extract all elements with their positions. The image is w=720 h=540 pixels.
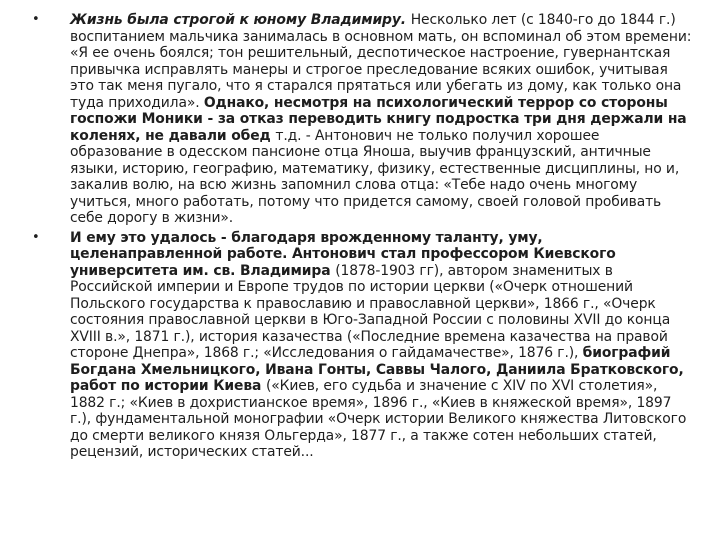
bullet-list xyxy=(32,12,692,461)
bold-italic-phrase: Жизнь была строгой к юному Владимиру. xyxy=(70,12,411,28)
paragraph-text: Несколько лет (с 1840-го до 1844 г.) воспитанием мальчика занималась в основном мать, он вспоминал об этом времени: «Я ее очень боялся; тон решительный, деспотическое настроение, гувернантская привычка исправлять манеры и строгое преследование всяких ошибок, учитывая это так меня пугало, что я старался прятаться или убегать из дому, как только она туда приходила». xyxy=(70,12,692,111)
bold-phrase: биографий Богдана Хмельницкого, Ивана Гонты, Саввы Чалого, Даниила Братковского, работ по истории Киева xyxy=(70,345,684,394)
bullet-icon: • xyxy=(32,229,40,245)
bullet-item-2 xyxy=(32,230,692,461)
bold-phrase: И ему это удалось - благодаря врожденному таланту, уму, целенаправленной работе. Антонович стал профессором Киевского университета им. св. Владимира xyxy=(70,229,616,279)
bold-phrase: Однако, несмотря на психологический террор со стороны госпожи Моники - за отказ переводить книгу подростка три дня держали на коленях, не давали обед xyxy=(70,94,687,144)
paragraph-text: (1878-1903 гг), автором знаменитых в Российской империи и Европе трудов по истории церкви («Очерк отношений Польского государства к православию и православной церкви», 1866 г., «Очерк состояния православной церкви в Юго-Западной России с половины XVII до конца XVIII в.», 1871 г.), история казачества («Последние времена казачества на правой стороне Днепра», 1868 г.; «Исследования о гайдамачестве», 1876 г.), xyxy=(70,262,671,361)
bullet-icon: • xyxy=(32,12,40,27)
paragraph-text: («Киев, его судьба и значение с XIV по XVI столетия», 1882 г.; «Киев в дохристианское время», 1896 г., «Киев в княжеской время», 1897 г.), фундаментальной монографии «Очерк истории Великого княжества Литовского до смерти великого князя Ольгерда», 1877 г., а также сотен небольших статей, рецензий, исторических статей... xyxy=(70,378,687,460)
bullet-item-1 xyxy=(32,12,692,227)
paragraph-text: т.д. - Антонович не только получил хорошее образование в одесском пансионе отца Яноша, выучив французский, античные языки, историю, географию, математику, физику, естественные дисциплины, но и, закалив волю, на всю жизнь запомнил слова отца: «Тебе надо очень многому учиться, много работать, потому что придется самому, своей головой пробивать себе дорогу в жизни». xyxy=(70,127,680,226)
